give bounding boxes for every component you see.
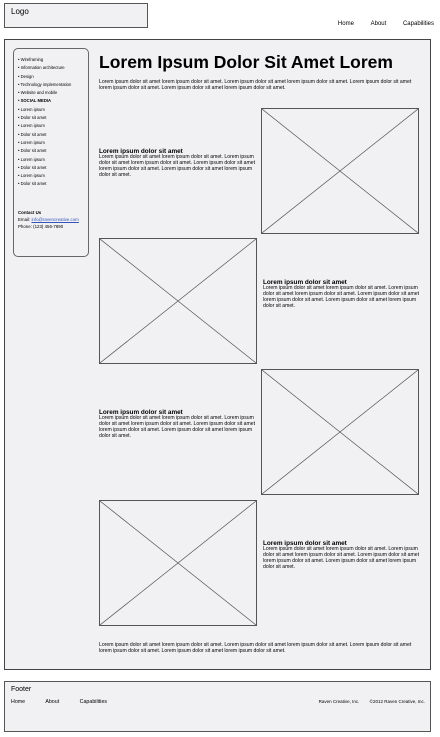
email-label: Email: bbox=[18, 216, 31, 222]
content-block-2 bbox=[263, 279, 421, 310]
sidebar-item[interactable]: • Lorem ipsum bbox=[18, 123, 45, 129]
sidebar-item-social-media[interactable] bbox=[18, 97, 88, 105]
sidebar-item[interactable]: • Dolor sit amet bbox=[18, 181, 47, 187]
nav-home-link[interactable]: Home bbox=[337, 21, 354, 27]
sidebar-item[interactable]: • Website and mobile bbox=[18, 90, 58, 96]
block-title: Lorem ipsum dolor sit amet bbox=[263, 540, 347, 547]
block-title: Lorem ipsum dolor sit amet bbox=[263, 279, 347, 286]
sidebar-list bbox=[14, 49, 88, 189]
email-link[interactable]: info@ravencreative.com bbox=[31, 216, 79, 222]
contact-email-row bbox=[18, 217, 79, 224]
image-placeholder bbox=[99, 238, 257, 364]
contact-title: Contact Us bbox=[18, 210, 42, 215]
sidebar-item[interactable]: • Dolor sit amet bbox=[18, 148, 47, 154]
sidebar-item[interactable]: • Information architecture bbox=[18, 65, 65, 71]
logo-box[interactable] bbox=[4, 3, 148, 28]
footer-capabilities-link[interactable]: Capabilities bbox=[79, 699, 108, 705]
sidebar-item-label: • SOCIAL MEDIA bbox=[18, 98, 52, 104]
block-text: Lorem ipsum dolor sit amet lorem ipsum dolor sit amet. Lorem ipsum dolor sit amet lorem ipsum dolor sit amet. Lorem ipsum dolor sit amet lorem ipsum dolor sit amet. Lorem ipsum dolor sit amet lorem ipsum dolor sit amet. bbox=[263, 285, 419, 309]
content-block-1 bbox=[99, 148, 257, 179]
sidebar-item[interactable]: • Lorem ipsum bbox=[18, 156, 45, 162]
sidebar-item[interactable]: • Design bbox=[18, 73, 34, 79]
image-placeholder bbox=[261, 369, 419, 495]
top-nav bbox=[323, 21, 434, 27]
block-text: Lorem ipsum dolor sit amet lorem ipsum dolor sit amet. Lorem ipsum dolor sit amet lorem ipsum dolor sit amet. Lorem ipsum dolor sit amet lorem ipsum dolor sit amet. Lorem ipsum dolor sit amet lorem ipsum dolor sit amet. bbox=[99, 154, 255, 178]
footer-title: Footer bbox=[11, 686, 32, 693]
image-placeholder bbox=[99, 500, 257, 626]
contact-phone: Phone: (123) 456-7890 bbox=[18, 223, 64, 229]
sidebar-item[interactable]: • Lorem ipsum bbox=[18, 106, 45, 112]
sidebar-item[interactable]: • Lorem ipsum bbox=[18, 173, 45, 179]
sidebar-item[interactable]: • Lorem ipsum bbox=[18, 139, 45, 145]
image-placeholder bbox=[261, 108, 419, 234]
contact-info bbox=[18, 210, 79, 230]
block-text: Lorem ipsum dolor sit amet lorem ipsum dolor sit amet. Lorem ipsum dolor sit amet lorem ipsum dolor sit amet. Lorem ipsum dolor sit amet lorem ipsum dolor sit amet. Lorem ipsum dolor sit amet lorem ipsum dolor sit amet. bbox=[263, 546, 419, 570]
footer bbox=[4, 681, 431, 732]
block-title: Lorem ipsum dolor sit amet bbox=[99, 148, 183, 155]
copyright-text: ©2012 Raven Creative, Inc. bbox=[369, 699, 425, 704]
block-text: Lorem ipsum dolor sit amet lorem ipsum dolor sit amet. Lorem ipsum dolor sit amet lorem ipsum dolor sit amet. Lorem ipsum dolor sit amet lorem ipsum dolor sit amet. Lorem ipsum dolor sit amet lorem ipsum dolor sit amet. bbox=[99, 415, 255, 439]
nav-about-link[interactable]: About bbox=[370, 21, 387, 27]
footer-nav bbox=[11, 699, 126, 705]
content-block-4 bbox=[263, 540, 421, 571]
nav-capabilities-link[interactable]: Capabilities bbox=[402, 21, 434, 27]
sidebar-item[interactable]: • Wireframing bbox=[18, 57, 44, 62]
footer-about-link[interactable]: About bbox=[45, 699, 60, 705]
content-block-3 bbox=[99, 409, 257, 440]
footer-home-link[interactable]: Home bbox=[11, 699, 26, 705]
page-title: Lorem Ipsum Dolor Sit Amet Lorem bbox=[99, 52, 393, 72]
intro-paragraph: Lorem ipsum dolor sit amet lorem ipsum dolor sit amet. Lorem ipsum dolor sit amet lorem ipsum dolor sit amet. Lorem ipsum dolor sit amet lorem ipsum dolor sit amet. Lorem ipsum dolor sit amet lorem ipsum dolor sit amet. bbox=[99, 79, 412, 91]
sidebar-item[interactable]: • Dolor sit amet bbox=[18, 131, 47, 137]
sidebar-item[interactable]: • Technology implementation bbox=[18, 81, 72, 87]
footer-copyright bbox=[310, 699, 425, 704]
outro-paragraph: Lorem ipsum dolor sit amet lorem ipsum dolor sit amet. Lorem ipsum dolor sit amet lorem ipsum dolor sit amet. Lorem ipsum dolor sit amet lorem ipsum dolor sit amet. Lorem ipsum dolor sit amet lorem ipsum dolor sit amet. bbox=[99, 642, 412, 654]
sidebar-item[interactable]: • Dolor sit amet bbox=[18, 115, 47, 121]
sidebar bbox=[13, 48, 89, 257]
sidebar-item[interactable]: • Dolor sit amet bbox=[18, 164, 47, 170]
logo-text: Logo bbox=[11, 7, 29, 16]
block-title: Lorem ipsum dolor sit amet bbox=[99, 409, 183, 416]
company-name: Raven Creative, Inc. bbox=[318, 699, 360, 704]
